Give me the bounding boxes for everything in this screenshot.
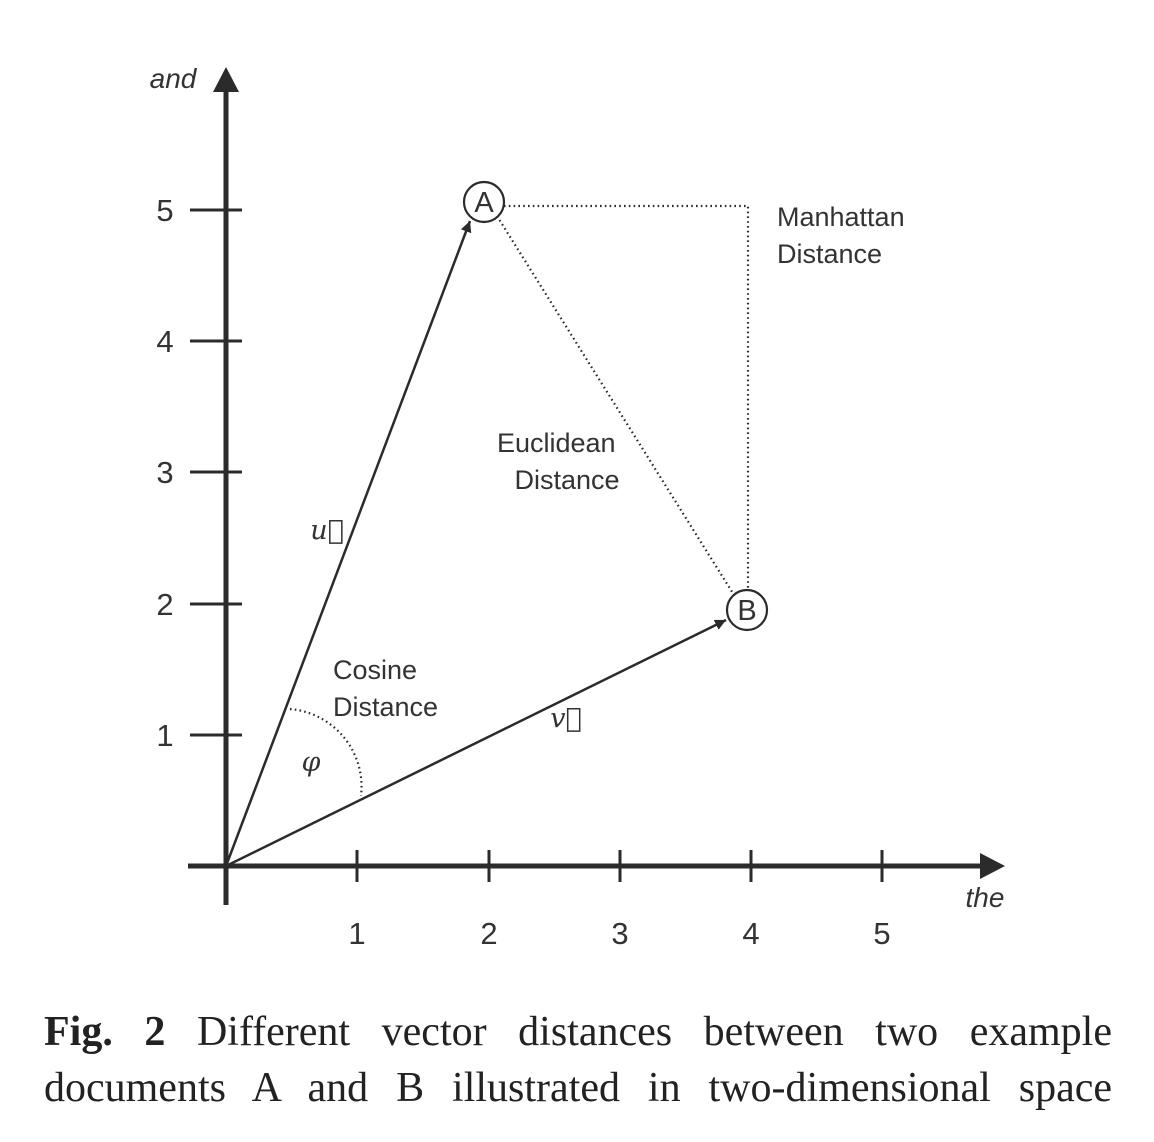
manhattan-distance-line-1: Manhattan	[777, 202, 905, 232]
y-tick-label-3: 3	[156, 455, 174, 490]
x-tick-label-5: 5	[873, 916, 891, 951]
euclidean-distance-line-1: Euclidean	[496, 428, 616, 458]
y-tick-label-5: 5	[156, 193, 174, 228]
caption-label: Fig. 2	[44, 1009, 166, 1055]
y-axis-ticks	[156, 193, 242, 753]
caption-text: Different vector distances between two example documents A and B illustrated in two-dimensional space	[44, 1009, 1112, 1111]
figure-caption	[44, 1004, 1112, 1116]
point-b-label: B	[737, 595, 757, 627]
y-tick-label-1: 1	[156, 718, 174, 753]
y-axis-arrowhead	[213, 67, 239, 92]
euclidean-distance-label	[497, 428, 623, 495]
point-b	[727, 590, 767, 630]
x-tick-label-3: 3	[611, 916, 629, 951]
y-tick-label-2: 2	[156, 587, 174, 622]
cosine-distance-line-2: Distance	[333, 692, 439, 722]
angle-phi-label: φ	[301, 747, 321, 778]
x-tick-label-2: 2	[480, 916, 498, 951]
vector-u-arrow	[226, 221, 470, 866]
manhattan-distance-path	[504, 206, 748, 591]
y-tick-label-4: 4	[156, 324, 174, 359]
vector-v-arrow	[226, 620, 726, 866]
x-axis-arrowhead	[980, 853, 1005, 879]
y-axis-label: and	[149, 63, 197, 94]
euclidean-distance-line-2: Distance	[514, 465, 620, 495]
point-a	[464, 182, 504, 222]
x-tick-label-4: 4	[742, 916, 760, 951]
cosine-distance-line-1: Cosine	[333, 655, 418, 685]
cosine-distance-label	[333, 655, 438, 722]
x-axis-label: the	[965, 882, 1005, 913]
vector-u-label: u⃗	[310, 515, 344, 546]
manhattan-distance-label	[777, 202, 912, 269]
vector-v-label: v⃗	[550, 703, 582, 734]
x-tick-label-1: 1	[348, 916, 366, 951]
point-a-label: A	[474, 187, 494, 219]
euclidean-distance-line	[497, 216, 734, 595]
manhattan-distance-line-2: Distance	[777, 239, 883, 269]
